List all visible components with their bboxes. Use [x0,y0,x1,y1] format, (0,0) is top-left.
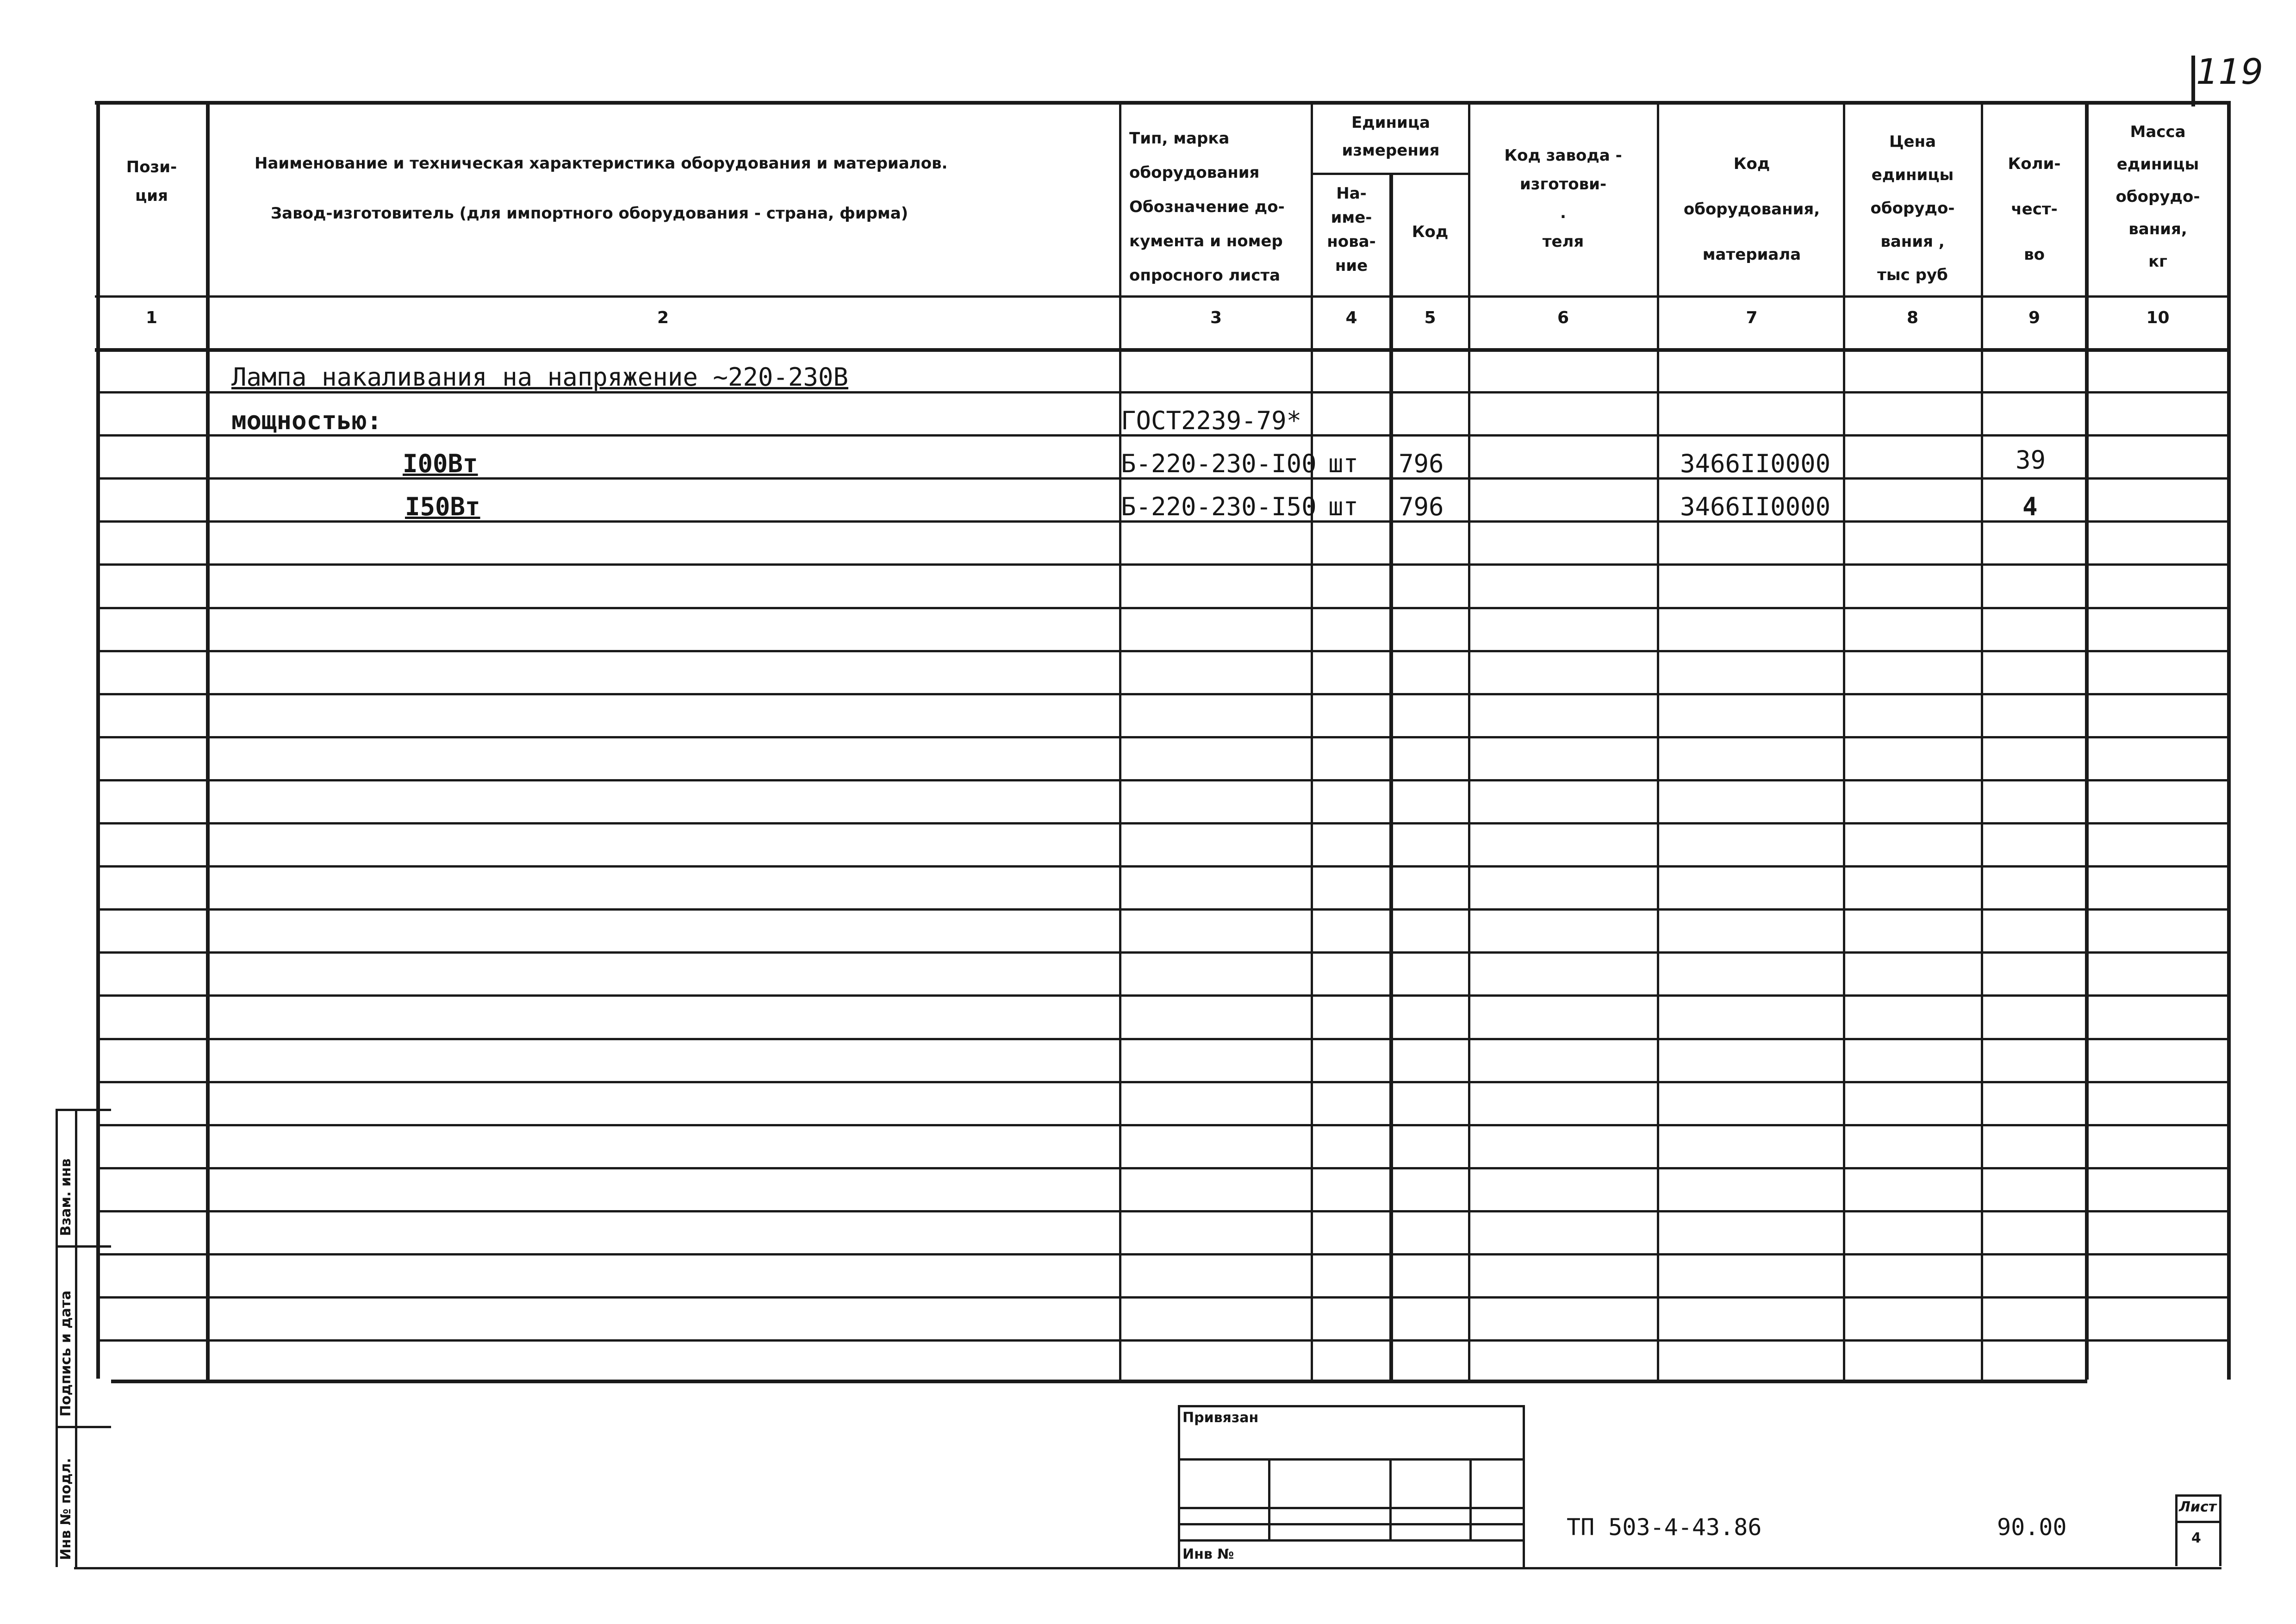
sheet-box-right [2219,1494,2221,1566]
row-4-quantity: 4 [2022,492,2038,521]
row-3-type: Б-220-230-I00 [1121,449,1317,478]
stamp-line-1 [1178,1458,1525,1461]
table-right-border [2227,101,2231,1380]
row-3-unit: шт [1328,449,1359,478]
sheet-box-top [2175,1494,2221,1497]
header-name-line1: Наименование и техническая характеристика оборудования и материалов. [255,154,948,173]
col-sep-7-8 [1843,101,1845,1380]
row-2-type: ГОСТ2239-79* [1121,406,1302,435]
table-row-line [96,563,2229,566]
column-number-3: 3 [1210,308,1222,327]
header-unit-name: На- име- нова- ние [1327,184,1376,275]
header-unit-price: Цена единицы оборудо- вания , тыс руб [1870,132,1955,284]
page-bottom-border [74,1567,2221,1569]
sheet-box-mid [2175,1521,2221,1523]
table-header-bottom [95,295,2231,298]
stamp-col-3 [1469,1458,1472,1542]
binding-sep-2 [56,1245,111,1248]
stamp-section-code: 90.00 [1997,1514,2067,1541]
table-row-line [96,1296,2229,1299]
stamp-line-2 [1178,1507,1525,1509]
row-4-unit: шт [1328,492,1359,521]
page-number-tick [2191,56,2195,106]
row-4-type: Б-220-230-I50 [1121,492,1317,521]
table-row-line [96,1210,2229,1212]
table-row-line [96,951,2229,954]
stamp-left [1178,1405,1180,1567]
table-row-line [96,865,2229,868]
header-name-line2: Завод-изготовитель (для импортного оборудования - страна, фирма) [271,204,908,223]
table-row-line [96,1081,2229,1083]
row-2-name: мощностью: [231,406,382,435]
row-1-name: Лампа накаливания на напряжение ~220-230В [231,362,848,392]
table-row-line [96,736,2229,738]
column-number-7: 7 [1746,308,1758,327]
header-quantity: Коли- чест- во [2008,155,2061,264]
side-label-inv-original: Инв № подл. [58,1458,74,1560]
table-row-line [96,1339,2229,1342]
col-sep-3-4 [1311,101,1313,1380]
table-row-line [96,1253,2229,1255]
stamp-right [1523,1405,1525,1567]
header-unit-mass: Масса единицы оборудо- вания, кг [2116,123,2200,271]
column-number-8: 8 [1906,308,1919,327]
col-sep-2-3 [1119,101,1121,1380]
header-plant-code: Код завода - изготови- . теля [1504,146,1622,251]
binding-sep-1 [56,1109,111,1111]
table-row-line [96,607,2229,609]
table-row-line [96,779,2229,781]
binding-sep-3 [56,1426,111,1428]
col-sep-1-2 [206,101,210,1380]
sheet-box-left [2175,1494,2178,1566]
column-number-5: 5 [1424,308,1436,327]
stamp-line-3 [1178,1523,1525,1525]
row-3-code: 796 [1399,449,1444,478]
col-sep-9-10 [2085,101,2089,1380]
row-3-material-code: 3466II0000 [1680,449,1831,478]
row-4-name: I50Вт [405,492,480,521]
table-row-line [96,1124,2229,1126]
stamp-col-1 [1268,1458,1270,1542]
row-3-quantity: 39 [2016,445,2046,475]
column-number-2: 2 [657,308,669,327]
table-bottom-border [111,1380,2087,1383]
table-row-line [96,693,2229,695]
table-numbers-bottom [95,348,2231,352]
column-number-9: 9 [2028,308,2041,327]
row-4-code: 796 [1399,492,1444,521]
table-row-line [96,1167,2229,1169]
sheet-number: 4 [2191,1530,2201,1546]
stamp-linked-label: Привязан [1182,1410,1259,1426]
stamp-col-2 [1389,1458,1392,1542]
stamp-inv-label: Инв № [1182,1546,1234,1562]
header-position: Пози- ция [126,158,177,205]
table-row-line [96,908,2229,911]
table-left-border [96,101,100,1379]
column-number-4: 4 [1345,308,1357,327]
side-label-signature-date: Подпись и дата [58,1290,74,1417]
row-4-material-code: 3466II0000 [1680,492,1831,521]
col-sep-6-7 [1657,101,1659,1380]
row-3-name: I00Вт [403,449,478,478]
table-row-line [96,1038,2229,1040]
column-number-1: 1 [145,308,158,327]
stamp-document-code: ТП 503-4-43.86 [1567,1514,1762,1541]
stamp-top [1178,1405,1525,1407]
table-row-line [96,994,2229,997]
page-number: 119 [2196,51,2264,92]
column-number-6: 6 [1557,308,1569,327]
header-equipment-code: Код оборудования, материала [1683,155,1820,264]
col-sep-8-9 [1981,101,1983,1380]
header-type: Тип, марка оборудования Обозначение до- кумента и номер опросного листа [1129,129,1285,285]
side-label-replace: Взам. инв [58,1158,74,1236]
table-row-line [96,822,2229,824]
binding-line-inner [75,1109,77,1567]
sheet-label: Лист [2179,1499,2217,1515]
col-sep-4-5 [1389,173,1393,1380]
stamp-line-4 [1178,1539,1525,1542]
col-sep-5-6 [1468,101,1470,1380]
table-top-border [95,101,2231,105]
header-unit-group: Единица измерения [1342,113,1440,160]
header-unit-code: Код [1412,223,1449,241]
column-number-10: 10 [2146,308,2170,327]
table-row-line [96,650,2229,652]
